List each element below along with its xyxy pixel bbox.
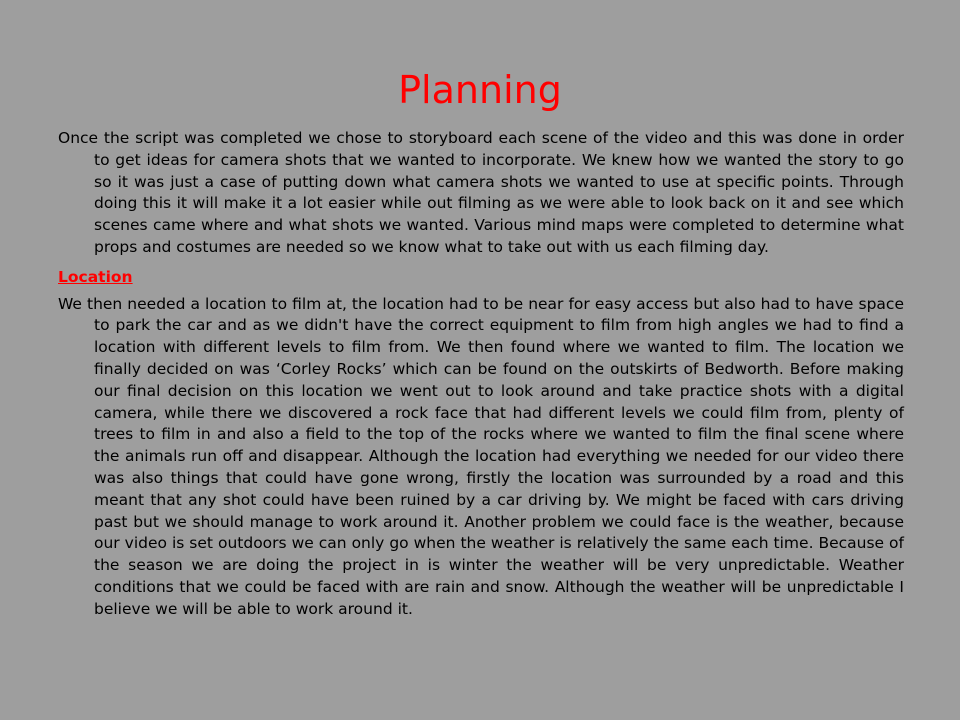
location-heading: Location: [58, 267, 133, 286]
location-paragraph: We then needed a location to film at, the location had to be near for easy access but also had to have space to park the car and as we didn't have the correct equipment to film from high angles we had to find a location with different levels to film from. We then found where we wanted to film. The location we finally decided on was ‘Corley Rocks’ which can be found on the outskirts of Bedworth. Before making our final decision on this location we went out to look around and take practice shots with a digital camera, while there we discovered a rock face that had different levels we could film from, plenty of trees to film in and also a field to the top of the rocks where we wanted to film the final scene where the animals run off and disappear. Although the location had everything we needed for our video there was also things that could have gone wrong, firstly the location was surrounded by a road and this meant that any shot could have been ruined by a car driving by. We might be faced with cars driving past but we should manage to work around it. Another problem we could face is the weather, because our video is set outdoors we can only go when the weather is relatively the same each time. Because of the season we are doing the project in is winter the weather will be very unpredictable. Weather conditions that we could be faced with are rain and snow. Although the weather will be unpredictable I believe we will be able to work around it.: [58, 294, 904, 618]
planning-paragraph: Once the script was completed we chose to storyboard each scene of the video and this was done in order to get ideas for camera shots that we wanted to incorporate. We knew how we wanted the story to go so it was just a case of putting down what camera shots we wanted to use at specific points. Through doing this it will make it a lot easier while out filming as we were able to look back on it and see which scenes came where and what shots we wanted. Various mind maps were completed to determine what props and costumes are needed so we know what to take out with us each filming day.: [58, 129, 904, 256]
slide-title: Planning: [398, 68, 562, 112]
slide-body: [58, 128, 904, 621]
